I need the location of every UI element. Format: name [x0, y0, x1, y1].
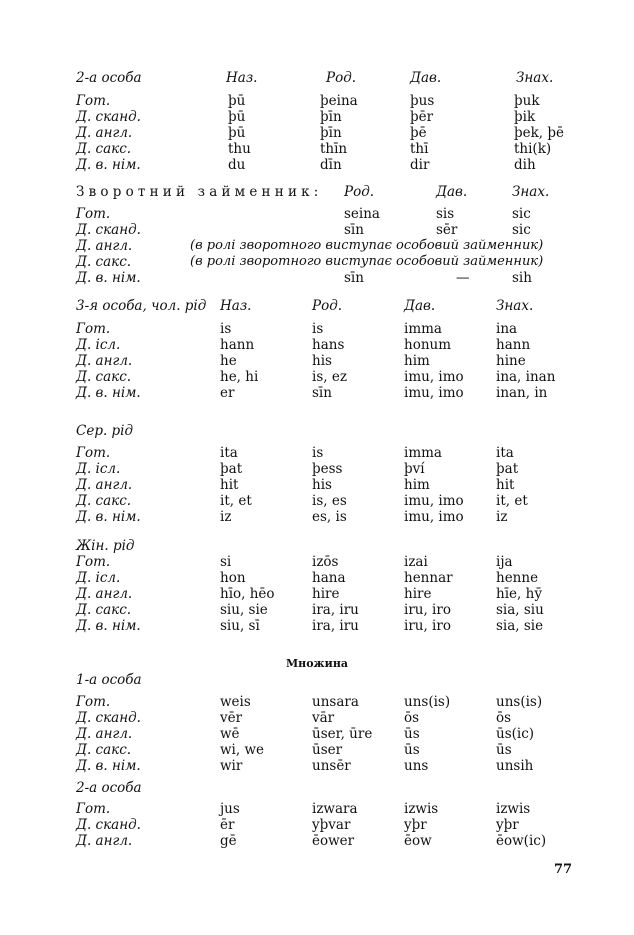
dat-form: iru, iro: [404, 602, 451, 618]
nom-form: si: [220, 554, 232, 570]
person-label: Сер. рід: [76, 423, 134, 439]
acc-form: ija: [496, 554, 513, 570]
gen-form: is: [312, 445, 324, 461]
reflexive-note: (в ролі зворотного виступає особовий займенник): [190, 238, 544, 253]
person-label: 2-а особа: [76, 70, 142, 86]
acc-form: thi(k): [514, 141, 552, 157]
dat-form: him: [404, 353, 430, 369]
gen-form: his: [312, 477, 332, 493]
language-label: Д. англ.: [76, 726, 133, 742]
dat-form: þēr: [410, 109, 434, 125]
language-label: Д. сканд.: [76, 710, 141, 726]
gen-form: sīn: [312, 385, 332, 401]
table-row: [0, 742, 634, 758]
table-row: [0, 618, 634, 634]
table-row: [0, 353, 634, 369]
language-label: Д. в. нім.: [76, 509, 141, 525]
col-dat-header: Дав.: [410, 70, 442, 86]
col-dat-header: Дав.: [436, 184, 468, 200]
table-row: [0, 369, 634, 385]
gen-form: hana: [312, 570, 346, 586]
language-label: Гот.: [76, 554, 111, 570]
language-label: Гот.: [76, 801, 111, 817]
language-label: Д. сакс.: [76, 493, 132, 509]
gen-form: ūser, ūre: [312, 726, 373, 742]
nom-form: er: [220, 385, 235, 401]
acc-form: þik: [514, 109, 536, 125]
acc-form: iz: [496, 509, 508, 525]
language-label: Гот.: [76, 321, 111, 337]
acc-form: ina: [496, 321, 518, 337]
language-label: Гот.: [76, 445, 111, 461]
acc-form: sia, sie: [496, 618, 544, 634]
language-label: Д. сканд.: [76, 109, 141, 125]
language-label: Гот.: [76, 93, 111, 109]
gen-form: hans: [312, 337, 345, 353]
language-label: Д. ісл.: [76, 570, 121, 586]
language-label: Д. сканд.: [76, 817, 141, 833]
acc-form: sic: [512, 206, 531, 222]
table-row: [0, 477, 634, 493]
language-label: Д. ісл.: [76, 337, 121, 353]
dat-form: imu, imo: [404, 369, 464, 385]
table-row: [0, 109, 634, 125]
col-nom-header: Наз.: [226, 70, 258, 86]
table-row: [0, 586, 634, 602]
table-row: [0, 254, 634, 270]
dat-form: honum: [404, 337, 452, 353]
dat-form: iru, iro: [404, 618, 451, 634]
table-row: [0, 321, 634, 337]
plural-title: Множина: [285, 657, 348, 670]
language-label: Гот.: [76, 206, 111, 222]
nom-form: wē: [220, 726, 240, 742]
reflexive-note: (в ролі зворотного виступає особовий займенник): [190, 254, 544, 269]
dat-form: hire: [404, 586, 432, 602]
acc-form: hīe, hӯ: [496, 586, 543, 602]
gen-form: ēower: [312, 833, 355, 849]
dat-form: him: [404, 477, 430, 493]
col-gen-header: Род.: [326, 70, 357, 86]
col-acc-header: Знах.: [516, 70, 554, 86]
dat-form: því: [404, 461, 425, 477]
nom-form: siu, sie: [220, 602, 268, 618]
language-label: Д. сакс.: [76, 602, 132, 618]
dat-form: izwis: [404, 801, 439, 817]
gen-form: thīn: [320, 141, 348, 157]
section7-header: [0, 780, 634, 796]
nom-form: ēr: [220, 817, 235, 833]
language-label: Д. англ.: [76, 125, 133, 141]
dat-form: izai: [404, 554, 428, 570]
section5-header: [0, 538, 634, 554]
dat-form: imma: [404, 445, 442, 461]
language-label: Д. в. нім.: [76, 385, 141, 401]
dat-form: —: [456, 270, 470, 286]
col-nom-header: Наз.: [220, 298, 252, 314]
section3-header: [0, 298, 634, 314]
dat-form: þus: [410, 93, 435, 109]
nom-form: siu, sī: [220, 618, 260, 634]
language-label: Гот.: [76, 694, 111, 710]
acc-form: þuk: [514, 93, 540, 109]
gen-form: þeina: [320, 93, 358, 109]
gen-form: is, ez: [312, 369, 347, 385]
nom-form: du: [228, 157, 246, 173]
dat-form: þē: [410, 125, 427, 141]
dat-form: dir: [410, 157, 430, 173]
table-row: [0, 602, 634, 618]
gen-form: sīn: [344, 222, 364, 238]
nom-form: þū: [228, 125, 246, 141]
dat-form: imu, imo: [404, 493, 464, 509]
table-row: [0, 125, 634, 141]
table-row: [0, 694, 634, 710]
nom-form: ita: [220, 445, 238, 461]
table-row: [0, 493, 634, 509]
language-label: Д. англ.: [76, 353, 133, 369]
acc-form: it, et: [496, 493, 528, 509]
gen-form: es, is: [312, 509, 347, 525]
nom-form: he, hi: [220, 369, 259, 385]
acc-form: unsih: [496, 758, 534, 774]
acc-form: inan, in: [496, 385, 548, 401]
gen-form: þīn: [320, 109, 342, 125]
col-acc-header: Знах.: [512, 184, 550, 200]
dat-form: uns(is): [404, 694, 451, 710]
table-row: [0, 509, 634, 525]
col-acc-header: Знах.: [496, 298, 534, 314]
table-row: [0, 270, 634, 286]
nom-form: hīo, hēo: [220, 586, 275, 602]
acc-form: henne: [496, 570, 539, 586]
person-label: 1-а особа: [76, 672, 142, 688]
language-label: Д. ісл.: [76, 461, 121, 477]
gen-form: unsēr: [312, 758, 351, 774]
table-row: [0, 726, 634, 742]
nom-form: iz: [220, 509, 232, 525]
table-row: [0, 222, 634, 238]
gen-form: seina: [344, 206, 380, 222]
gen-form: unsara: [312, 694, 359, 710]
acc-form: izwis: [496, 801, 531, 817]
nom-form: jus: [220, 801, 240, 817]
dat-form: ūs: [404, 742, 420, 758]
acc-form: ēow(ic): [496, 833, 547, 849]
gen-form: ūser: [312, 742, 343, 758]
nom-form: þū: [228, 93, 246, 109]
dat-form: ōs: [404, 710, 420, 726]
language-label: Д. сакс.: [76, 742, 132, 758]
table-row: [0, 817, 634, 833]
gen-form: izwara: [312, 801, 358, 817]
section2-header: [0, 184, 634, 200]
col-gen-header: Род.: [312, 298, 343, 314]
dat-form: imma: [404, 321, 442, 337]
gen-form: his: [312, 353, 332, 369]
language-label: Д. англ.: [76, 833, 133, 849]
nom-form: þū: [228, 109, 246, 125]
nom-form: hon: [220, 570, 246, 586]
table-row: [0, 570, 634, 586]
acc-form: hann: [496, 337, 531, 353]
table-row: [0, 141, 634, 157]
table-row: [0, 157, 634, 173]
person-label: 2-а особа: [76, 780, 142, 796]
nom-form: hit: [220, 477, 239, 493]
table-row: [0, 445, 634, 461]
gen-form: ira, iru: [312, 602, 359, 618]
acc-form: ūs: [496, 742, 512, 758]
table-row: [0, 206, 634, 222]
language-label: Д. сакс.: [76, 141, 132, 157]
dat-form: sēr: [436, 222, 458, 238]
language-label: Д. в. нім.: [76, 157, 141, 173]
dat-form: ūs: [404, 726, 420, 742]
nom-form: thu: [228, 141, 251, 157]
gen-form: is, es: [312, 493, 347, 509]
table-row: [0, 385, 634, 401]
dat-form: hennar: [404, 570, 453, 586]
acc-form: sic: [512, 222, 531, 238]
language-label: Д. сакс.: [76, 254, 132, 270]
dat-form: sis: [436, 206, 455, 222]
gen-form: dīn: [320, 157, 342, 173]
language-label: Д. англ.: [76, 477, 133, 493]
acc-form: uns(is): [496, 694, 543, 710]
section6-header: [0, 672, 634, 688]
dat-form: yþr: [404, 817, 427, 833]
language-label: Д. англ.: [76, 238, 133, 254]
acc-form: dih: [514, 157, 536, 173]
dat-form: imu, imo: [404, 385, 464, 401]
table-row: [0, 238, 634, 254]
page-number: 77: [554, 862, 573, 877]
gen-form: izōs: [312, 554, 339, 570]
language-label: Д. сканд.: [76, 222, 141, 238]
nom-form: wir: [220, 758, 243, 774]
table-row: [0, 93, 634, 109]
acc-form: ina, inan: [496, 369, 556, 385]
acc-form: hine: [496, 353, 526, 369]
language-label: Д. англ.: [76, 586, 133, 602]
acc-form: ūs(ic): [496, 726, 535, 742]
acc-form: hit: [496, 477, 515, 493]
nom-form: þat: [220, 461, 243, 477]
acc-form: þat: [496, 461, 519, 477]
acc-form: ōs: [496, 710, 512, 726]
language-label: Д. в. нім.: [76, 270, 141, 286]
gen-form: sīn: [344, 270, 364, 286]
table-row: [0, 554, 634, 570]
table-row: [0, 337, 634, 353]
nom-form: he: [220, 353, 237, 369]
table-row: [0, 710, 634, 726]
language-label: Д. в. нім.: [76, 758, 141, 774]
acc-form: þek, þē: [514, 125, 565, 141]
language-label: Д. в. нім.: [76, 618, 141, 634]
nom-form: wi, we: [220, 742, 265, 758]
nom-form: vēr: [220, 710, 243, 726]
acc-form: sia, siu: [496, 602, 544, 618]
table-row: [0, 758, 634, 774]
gen-form: is: [312, 321, 324, 337]
person-label: 3-я особа, чол. рід: [76, 298, 207, 314]
gen-form: ira, iru: [312, 618, 359, 634]
dat-form: ēow: [404, 833, 432, 849]
dat-form: uns: [404, 758, 429, 774]
table-row: [0, 801, 634, 817]
nom-form: gē: [220, 833, 237, 849]
col-gen-header: Род.: [344, 184, 375, 200]
acc-form: sih: [512, 270, 532, 286]
nom-form: weis: [220, 694, 251, 710]
table-row: [0, 833, 634, 849]
section1-header: [0, 70, 634, 86]
col-dat-header: Дав.: [404, 298, 436, 314]
nom-form: is: [220, 321, 232, 337]
gen-form: þīn: [320, 125, 342, 141]
gen-form: þess: [312, 461, 343, 477]
nom-form: hann: [220, 337, 255, 353]
gen-form: vār: [312, 710, 335, 726]
dat-form: thī: [410, 141, 429, 157]
gen-form: hire: [312, 586, 340, 602]
person-label: Жін. рід: [76, 538, 135, 554]
dat-form: imu, imo: [404, 509, 464, 525]
acc-form: yþr: [496, 817, 519, 833]
table-row: [0, 461, 634, 477]
acc-form: ita: [496, 445, 514, 461]
reflexive-title: Зворотний займенник:: [76, 184, 323, 200]
nom-form: it, et: [220, 493, 252, 509]
gen-form: yþvar: [312, 817, 351, 833]
language-label: Д. сакс.: [76, 369, 132, 385]
section4-header: [0, 423, 634, 439]
